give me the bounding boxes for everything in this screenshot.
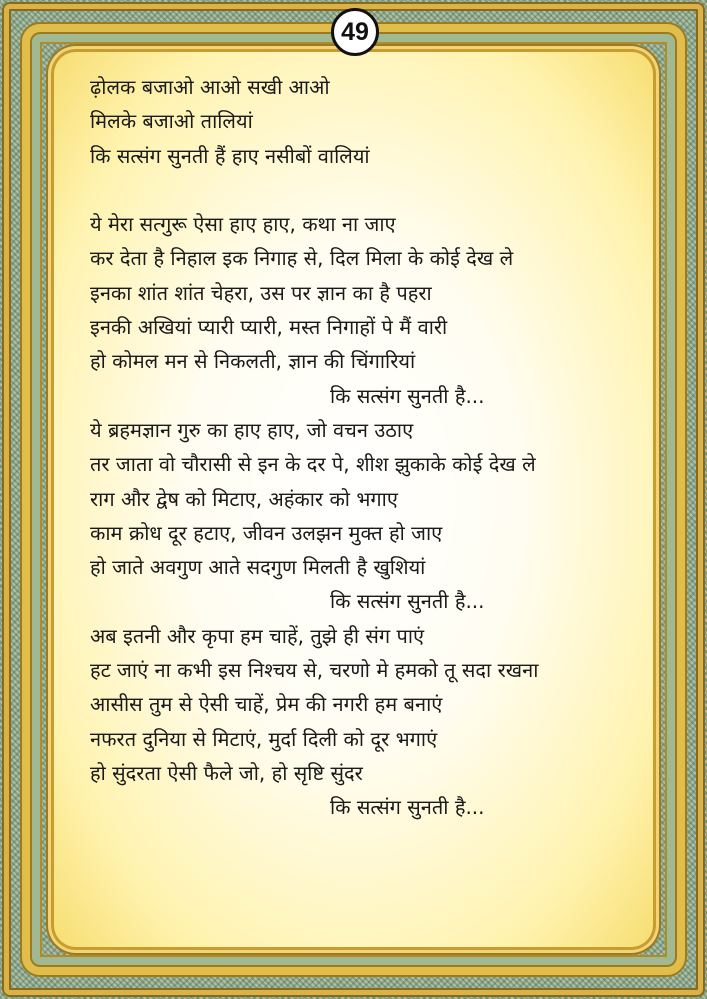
verse-line: राग और द्वेष को मिटाए, अहंकार को भगाए	[90, 486, 398, 511]
verse-line: तर जाता वो चौरासी से इन के दर पे, शीश झुकाके कोई देख ले	[90, 452, 536, 477]
page-number-badge: 49	[331, 8, 379, 56]
stanza-gap	[90, 173, 630, 207]
verse-line: हट जाएं ना कभी इस निश्चय से, चरणो मे हमको तू सदा रखना	[90, 658, 539, 683]
verse-line: ये ब्रहमज्ञान गुरु का हाए हाए, जो वचन उठाए	[90, 417, 414, 442]
refrain-line: कि सत्संग सुनती है...	[330, 589, 485, 614]
lyrics-body	[90, 70, 630, 825]
refrain-line: कि सत्संग सुनती है...	[330, 383, 485, 408]
intro-line: कि सत्संग सुनती हैं हाए नसीबों वालियां	[90, 143, 370, 168]
verse-line: काम क्रोध दूर हटाए, जीवन उलझन मुक्त हो जाए	[90, 520, 443, 545]
verse-line: ये मेरा सत्गुरू ऐसा हाए हाए, कथा ना जाए	[90, 212, 396, 237]
verse-line: कर देता है निहाल इक निगाह से, दिल मिला के कोई देख ले	[90, 246, 514, 271]
verse-line: अब इतनी और कृपा हम चाहें, तुझे ही संग पाएं	[90, 623, 425, 648]
intro-line: ढ़ोलक बजाओ आओ सखी आओ	[90, 75, 330, 99]
verse-line: इनकी अखियां प्यारी प्यारी, मस्त निगाहों पे मैं वारी	[90, 315, 448, 340]
verse-line: हो सुंदरता ऐसी फैले जो, हो सृष्टि सुंदर	[90, 760, 363, 785]
verse-line: हो जाते अवगुण आते सदगुण मिलती है खुशियां	[90, 555, 426, 580]
refrain-line: कि सत्संग सुनती है...	[330, 795, 485, 820]
intro-line: मिलके बजाओ तालियां	[90, 109, 253, 134]
verse-line: नफरत दुनिया से मिटाएं, मुर्दा दिली को दूर भगाएं	[90, 726, 438, 751]
verse-line: हो कोमल मन से निकलती, ज्ञान की चिंगारियां	[90, 349, 416, 374]
verse-line: इनका शांत शांत चेहरा, उस पर ज्ञान का है पहरा	[90, 280, 432, 305]
verse-line: आसीस तुम से ऐसी चाहें, प्रेम की नगरी हम बनाएं	[90, 692, 443, 717]
